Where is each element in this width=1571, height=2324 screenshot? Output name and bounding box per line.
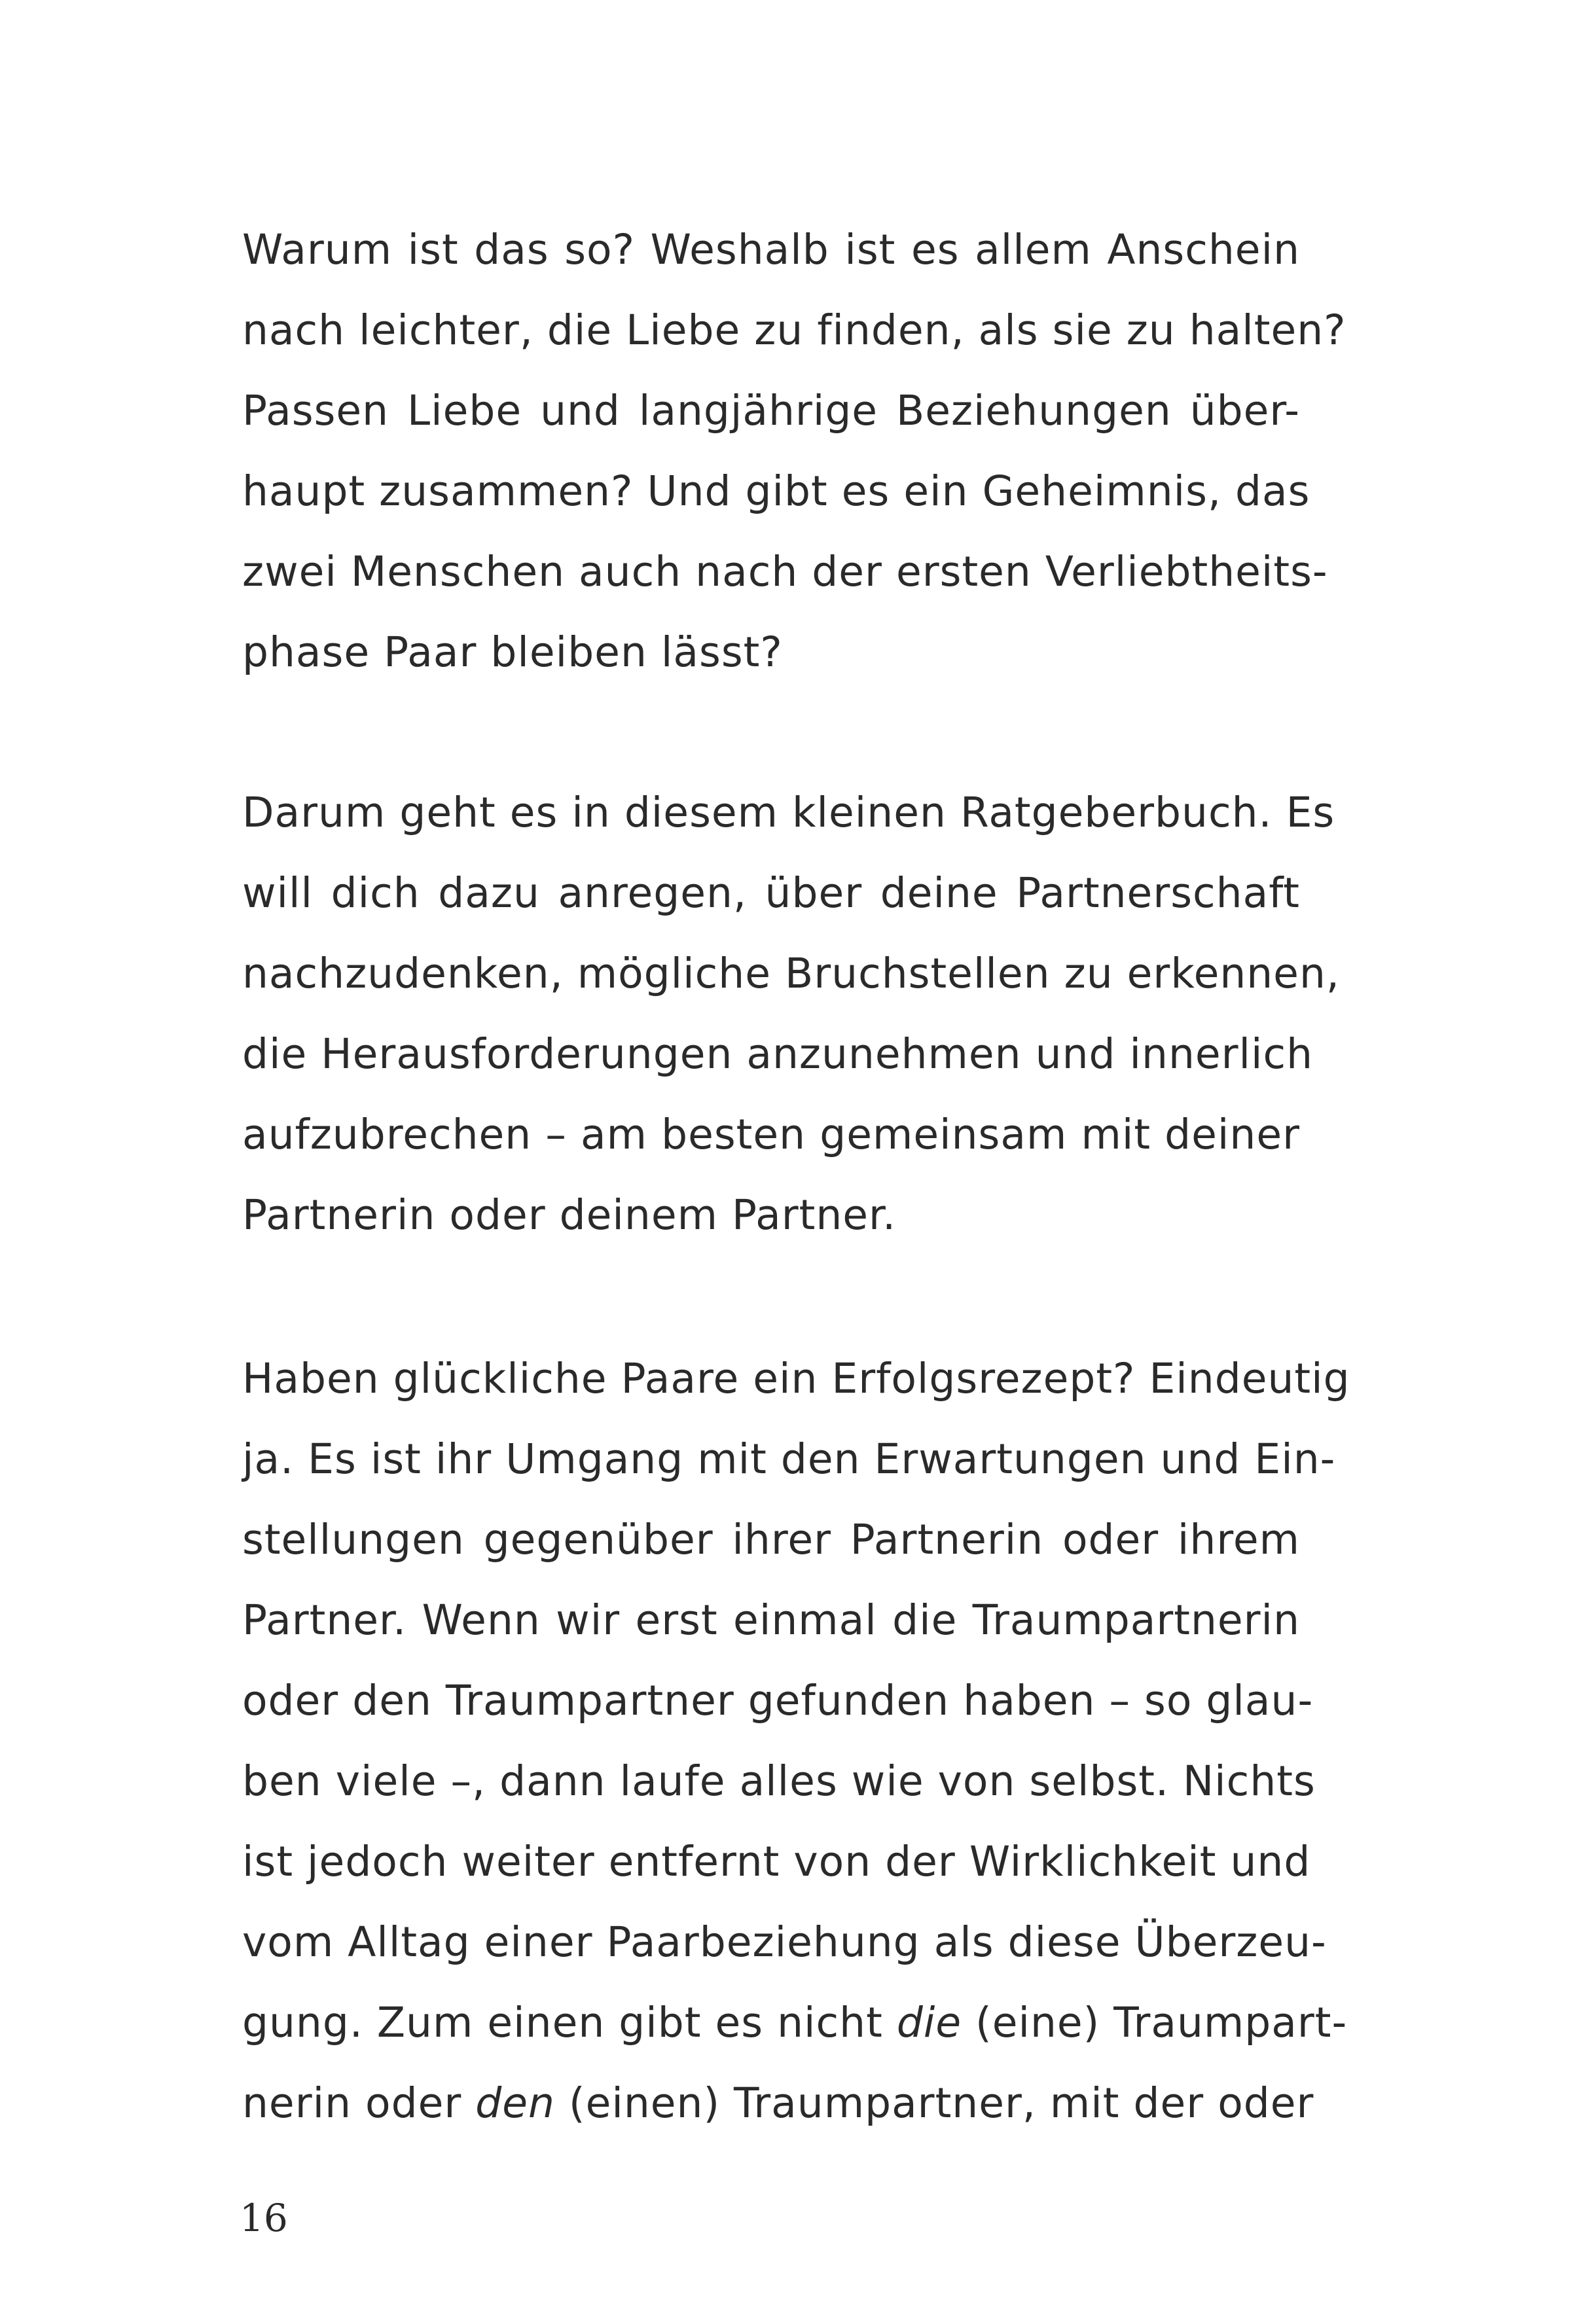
text-line: nach leichter, die Liebe zu finden, als sie zu halten? [242,306,1346,354]
text-line: oder den Traumpartner gefunden haben – so glau- [242,1677,1314,1725]
paragraph-1 [242,209,1346,692]
text-line-with-emphasis [242,2063,1314,2143]
text-line: phase Paar bleiben lässt? [242,628,783,676]
text-run: gung. Zum einen gibt es nicht [242,1999,897,2047]
text-run: (eine) Traumpart- [962,1999,1348,2047]
text-line: die Herausforderungen anzunehmen und innerlich [242,1030,1314,1078]
text-line: ja. Es ist ihr Umgang mit den Erwartungen und Ein- [242,1435,1336,1483]
paragraph-3 [242,1338,1350,2143]
text-line-with-emphasis [242,1982,1348,2063]
text-line: zwei Menschen auch nach der ersten Verliebtheits- [242,548,1328,596]
text-run: nerin oder [242,2079,476,2127]
text-line: nachzudenken, mögliche Bruchstellen zu erkennen, [242,950,1340,997]
text-line: Warum ist das so? Weshalb ist es allem Anschein [242,226,1300,274]
text-line: will dich dazu anregen, über deine Partnerschaft [242,869,1300,917]
text-line: Partnerin oder deinem Partner. [242,1191,897,1239]
text-line: Haben glückliche Paare ein Erfolgsrezept? Eindeutig [242,1355,1350,1403]
text-line: stellungen gegenüber ihrer Partnerin oder ihrem [242,1516,1300,1564]
text-line: Darum geht es in diesem kleinen Ratgeberbuch. Es [242,789,1335,836]
text-line: ist jedoch weiter entfernt von der Wirklichkeit und [242,1838,1311,1886]
text-line: aufzubrechen – am besten gemeinsam mit deiner [242,1111,1300,1158]
text-line: ben viele –, dann laufe alles wie von selbst. Nichts [242,1757,1316,1805]
text-line: haupt zusammen? Und gibt es ein Geheimnis, das [242,467,1310,515]
text-run: (einen) Traumpartner, mit der oder [554,2079,1314,2127]
emphasis: die [896,1999,962,2047]
text-line: vom Alltag einer Paarbeziehung als diese Überzeu- [242,1918,1327,1966]
emphasis: den [475,2079,555,2127]
text-line: Partner. Wenn wir erst einmal die Traumpartnerin [242,1596,1300,1644]
text-line: Passen Liebe und langjährige Beziehungen über- [242,387,1300,435]
paragraph-2 [242,772,1340,1255]
page-number: 16 [240,2196,288,2240]
